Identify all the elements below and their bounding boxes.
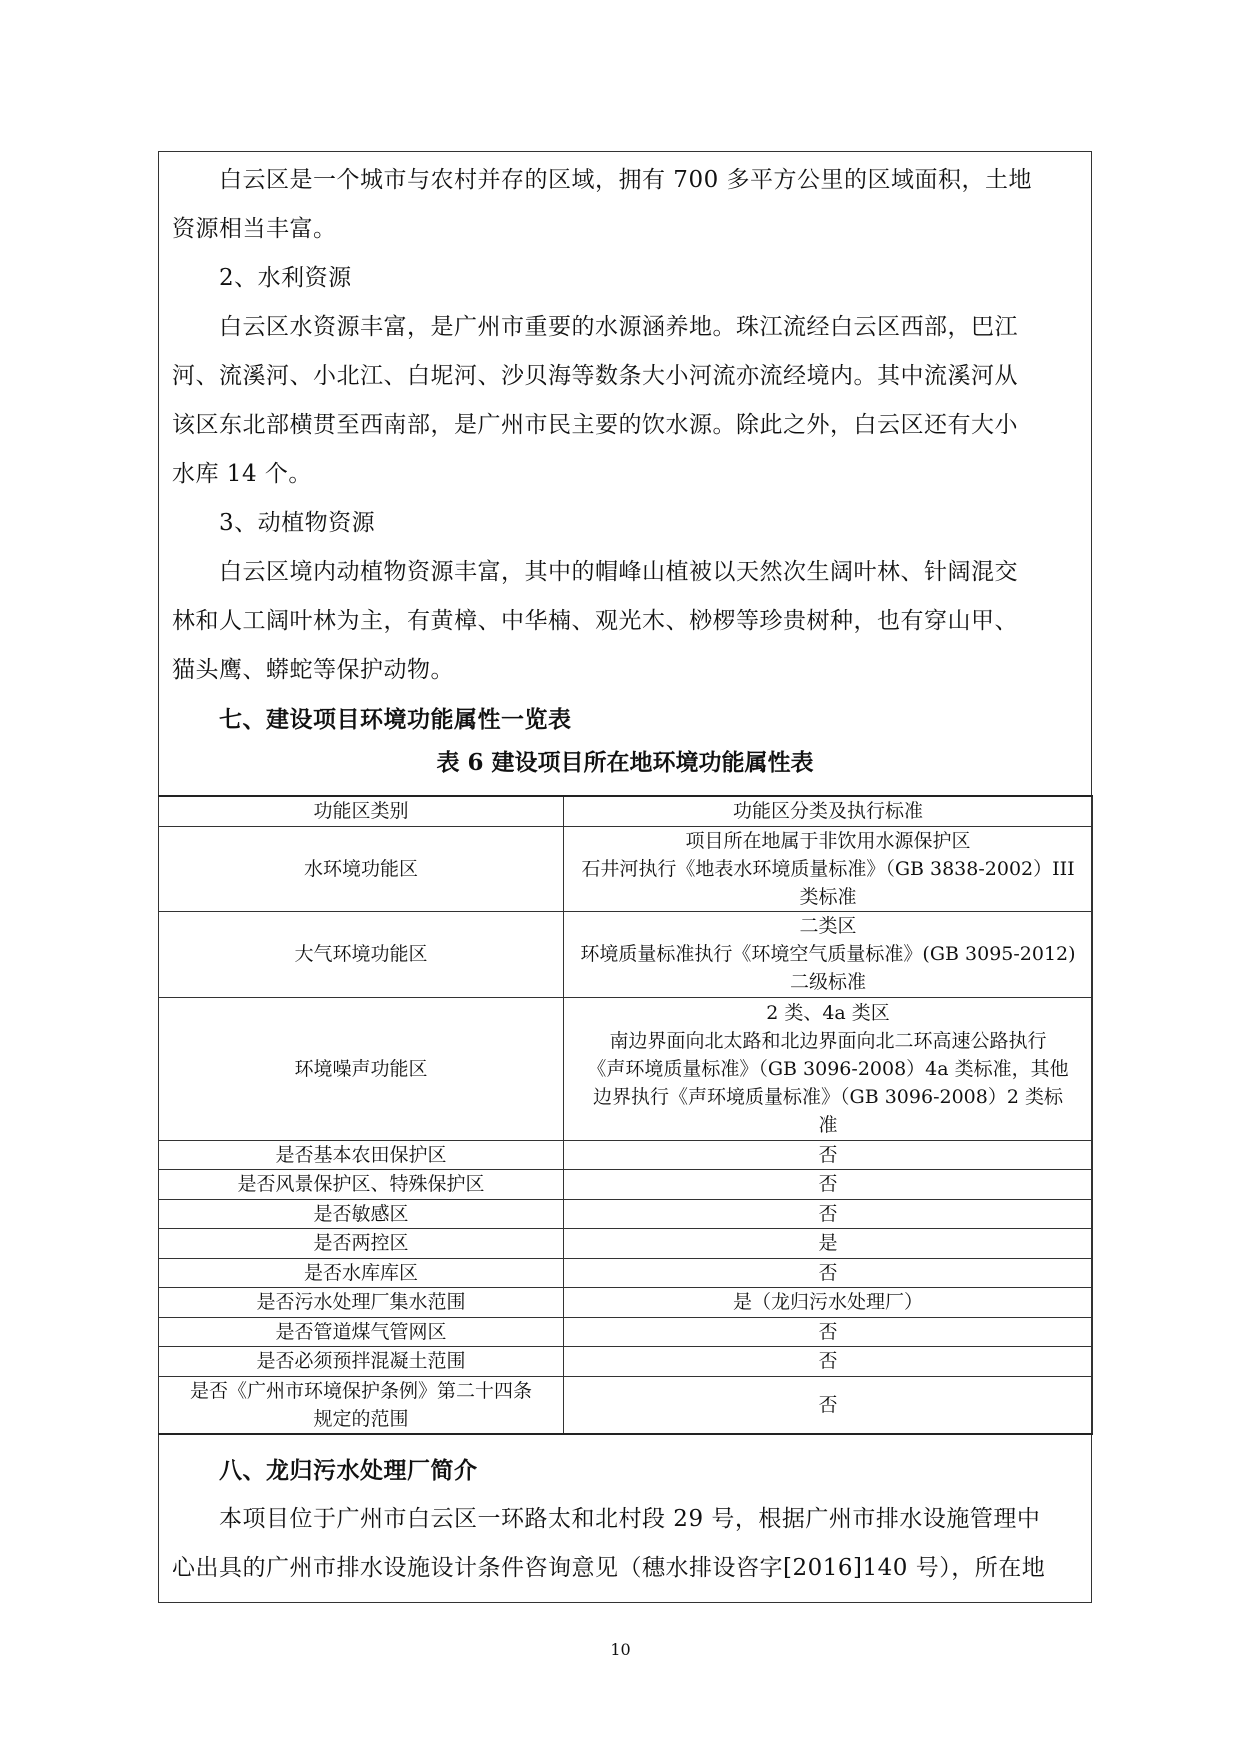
subheading-flora-fauna bbox=[172, 499, 1090, 548]
row-category: 是否敏感区 bbox=[159, 1199, 564, 1228]
text-line: 白云区境内动植物资源丰富，其中的帽峰山植被以天然次生阔叶林、针阔混交 bbox=[172, 559, 1018, 585]
table-row bbox=[159, 1287, 1093, 1317]
standard-line: 南边界面向北太路和北边界面向北二环高速公路执行 bbox=[609, 1029, 1047, 1052]
row-standard: 否 bbox=[564, 1258, 1093, 1287]
row-standard bbox=[564, 911, 1093, 997]
text-line: 3、动植物资源 bbox=[172, 510, 376, 536]
table-caption: 表 6 建设项目所在地环境功能属性表 bbox=[436, 749, 814, 776]
table-header-row bbox=[159, 796, 1093, 826]
standard-line: 二类区 bbox=[799, 915, 857, 937]
standard-line: 边界执行《声环境质量标准》（GB 3096-2008）2 类标 bbox=[593, 1085, 1063, 1108]
text-line: 猫头鹰、蟒蛇等保护动物。 bbox=[172, 657, 454, 683]
paragraph-land-resources bbox=[172, 156, 1090, 254]
header-category: 功能区类别 bbox=[159, 796, 564, 826]
category-line: 是否《广州市环境保护条例》第二十四条 bbox=[189, 1379, 532, 1402]
row-standard: 是 bbox=[564, 1228, 1093, 1258]
standard-line: 石井河执行《地表水环境质量标准》（GB 3838-2002）III bbox=[581, 857, 1075, 880]
table-row bbox=[159, 1346, 1093, 1376]
standard-line: 项目所在地属于非饮用水源保护区 bbox=[685, 829, 971, 852]
row-standard: 否 bbox=[564, 1140, 1093, 1169]
row-standard: 否 bbox=[564, 1376, 1093, 1434]
text-line: 白云区是一个城市与农村并存的区域，拥有 700 多平方公里的区域面积，土地 bbox=[172, 167, 1033, 193]
header-standard: 功能区分类及执行标准 bbox=[564, 796, 1093, 826]
row-standard: 是（龙归污水处理厂） bbox=[564, 1287, 1093, 1317]
text-line: 心出具的广州市排水设施设计条件咨询意见（穗水排设咨字[2016]140 号），所在地 bbox=[172, 1555, 1046, 1581]
row-standard: 否 bbox=[564, 1346, 1093, 1376]
table-row bbox=[159, 826, 1093, 911]
row-standard: 否 bbox=[564, 1317, 1093, 1346]
table-row bbox=[159, 1199, 1093, 1228]
text-line: 水库 14 个。 bbox=[172, 461, 312, 487]
standard-line: 类标准 bbox=[799, 885, 857, 908]
row-category: 是否水库库区 bbox=[159, 1258, 564, 1287]
section-7-heading: 七、建设项目环境功能属性一览表 bbox=[172, 706, 572, 733]
text-line: 该区东北部横贯至西南部，是广州市民主要的饮水源。除此之外，白云区还有大小 bbox=[172, 412, 1018, 438]
standard-line: 环境质量标准执行《环境空气质量标准》(GB 3095-2012) bbox=[580, 943, 1076, 965]
row-category: 是否污水处理厂集水范围 bbox=[159, 1287, 564, 1317]
row-category: 是否必须预拌混凝土范围 bbox=[159, 1346, 564, 1376]
paragraph-flora-fauna bbox=[172, 548, 1090, 695]
row-category: 是否基本农田保护区 bbox=[159, 1140, 564, 1169]
subheading-water-resources bbox=[172, 254, 1090, 303]
section-8-heading: 八、龙归污水处理厂简介 bbox=[172, 1457, 478, 1484]
standard-line: 二级标准 bbox=[789, 971, 866, 993]
row-category bbox=[159, 1376, 564, 1434]
text-line: 2、水利资源 bbox=[172, 265, 352, 291]
row-standard bbox=[564, 997, 1093, 1140]
text-line: 白云区水资源丰富，是广州市重要的水源涵养地。珠江流经白云区西部，巴江 bbox=[172, 314, 1018, 340]
row-standard bbox=[564, 826, 1093, 911]
text-line: 本项目位于广州市白云区一环路太和北村段 29 号，根据广州市排水设施管理中 bbox=[172, 1506, 1041, 1532]
row-standard: 否 bbox=[564, 1199, 1093, 1228]
table-row bbox=[159, 911, 1093, 997]
table-row bbox=[159, 1140, 1093, 1169]
page-number: 10 bbox=[610, 1640, 631, 1659]
paragraph-longgui-plant bbox=[172, 1495, 1090, 1593]
row-category: 是否两控区 bbox=[159, 1228, 564, 1258]
paragraph-water-resources bbox=[172, 303, 1090, 499]
table-row bbox=[159, 997, 1093, 1140]
table-row bbox=[159, 1169, 1093, 1199]
table-row bbox=[159, 1228, 1093, 1258]
row-category: 大气环境功能区 bbox=[159, 911, 564, 997]
row-standard: 否 bbox=[564, 1169, 1093, 1199]
row-category: 是否风景保护区、特殊保护区 bbox=[159, 1169, 564, 1199]
environment-attribute-table bbox=[158, 795, 1093, 1435]
text-line: 林和人工阔叶林为主，有黄樟、中华楠、观光木、桫椤等珍贵树种，也有穿山甲、 bbox=[172, 608, 1018, 634]
table-row bbox=[159, 1376, 1093, 1434]
row-category: 是否管道煤气管网区 bbox=[159, 1317, 564, 1346]
standard-line: 准 bbox=[818, 1113, 838, 1136]
text-line: 河、流溪河、小北江、白坭河、沙贝海等数条大小河流亦流经境内。其中流溪河从 bbox=[172, 363, 1018, 389]
standard-line: 2 类、4a 类区 bbox=[766, 1001, 890, 1024]
table-row bbox=[159, 1258, 1093, 1287]
standard-line: 《声环境质量标准》（GB 3096-2008）4a 类标准，其他 bbox=[587, 1057, 1069, 1080]
row-category: 环境噪声功能区 bbox=[159, 997, 564, 1140]
table-row bbox=[159, 1317, 1093, 1346]
text-line: 资源相当丰富。 bbox=[172, 216, 337, 242]
row-category: 水环境功能区 bbox=[159, 826, 564, 911]
category-line: 规定的范围 bbox=[313, 1407, 409, 1430]
